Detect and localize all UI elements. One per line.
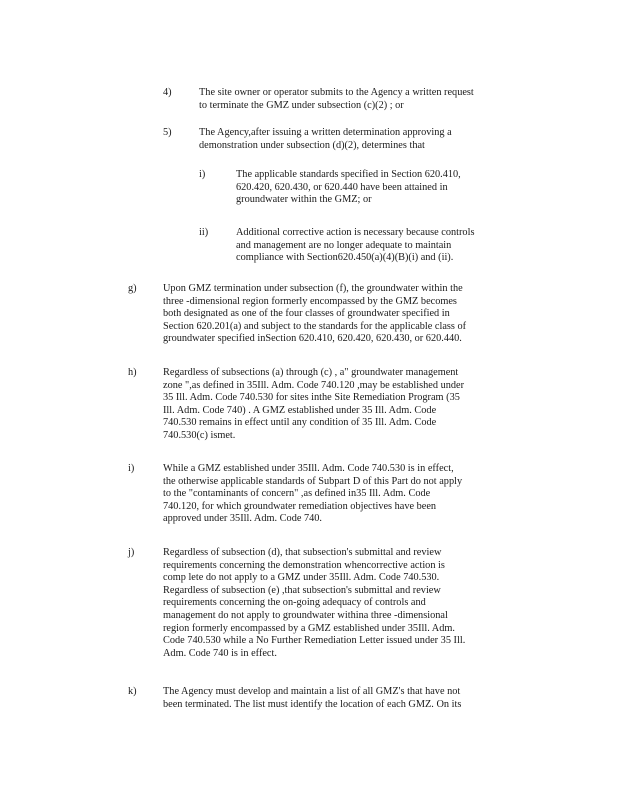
item-text: The site owner or operator submits to the Agency a written request to terminate the GMZ under subsection (c)(2) ; or (199, 87, 474, 111)
item-text: Regardless of subsection (d), that subsection's submittal and review requirements concerning the demonstration whencorrective action is comp lete do not apply to a GMZ under 35Ill. Adm. Code 740.530. Regardless of subsection (e) ,that subsection's submittal and review requirements concerning the on-going adequacy of controls and management do not apply to groundwater withina three -dimensional region formerly encompassed by a GMZ established under 35Ill. Adm. Code 740.530 while a No Further Remediation Letter issued under 35 Ill. Adm. Code 740 is in effect. (163, 547, 466, 659)
item-text: While a GMZ established under 35Ill. Adm. Code 740.530 is in effect, the otherwise applicable standards of Subpart D of this Part do not apply to the "contaminants of concern" ,as defined in35 Ill. Adm. Code 740.120, for which groundwater remediation objectives have been approved under 35Ill. Adm. Code 740. (163, 463, 463, 525)
item-text: The Agency must develop and maintain a list of all GMZ's that have not been terminated. The list must identify the location of each GMZ. On its (163, 686, 462, 710)
item-label: k) (128, 686, 137, 697)
item-label: 4) (163, 87, 172, 98)
item-label: i) (199, 169, 206, 180)
item-label: ii) (199, 227, 209, 238)
item-text: Upon GMZ termination under subsection (f), the groundwater within the three -dimensional region formerly encompassed by the GMZ becomes both designated as one of the four classes of groundwater specified in Section 620.201(a) and subject to the standards for the applicable class of groundwater specified inSection 620.410, 620.420, 620.430, or 620.440. (163, 283, 467, 345)
item-text: Regardless of subsections (a) through (c) , a" groundwater management zone ",as defined in 35Ill. Adm. Code 740.120 ,may be established under 35 Ill. Adm. Code 740.530 for sites inthe Site Remediation Program (35 Ill. Adm. Code 740) . A GMZ established under 35 Ill. Adm. Code 740.530 remains in effect until any condition of 35 Ill. Adm. Code 740.530(c) ismet. (163, 367, 465, 441)
item-text: The applicable standards specified in Section 620.410, 620.420, 620.430, or 620.440 have been attained in groundwater within the GMZ; or (236, 169, 461, 206)
item-label: g) (128, 283, 137, 294)
item-text: Additional corrective action is necessary because controls and management are no longer adequate to maintain compliance with Section620.450(a)(4)(B)(i) and (ii). (236, 227, 475, 264)
item-label: h) (128, 367, 137, 378)
item-label: j) (128, 547, 135, 558)
item-label: 5) (163, 127, 172, 138)
item-label: i) (128, 463, 135, 474)
item-text: The Agency,after issuing a written determination approving a demonstration under subsection (d)(2), determines that (199, 127, 452, 151)
